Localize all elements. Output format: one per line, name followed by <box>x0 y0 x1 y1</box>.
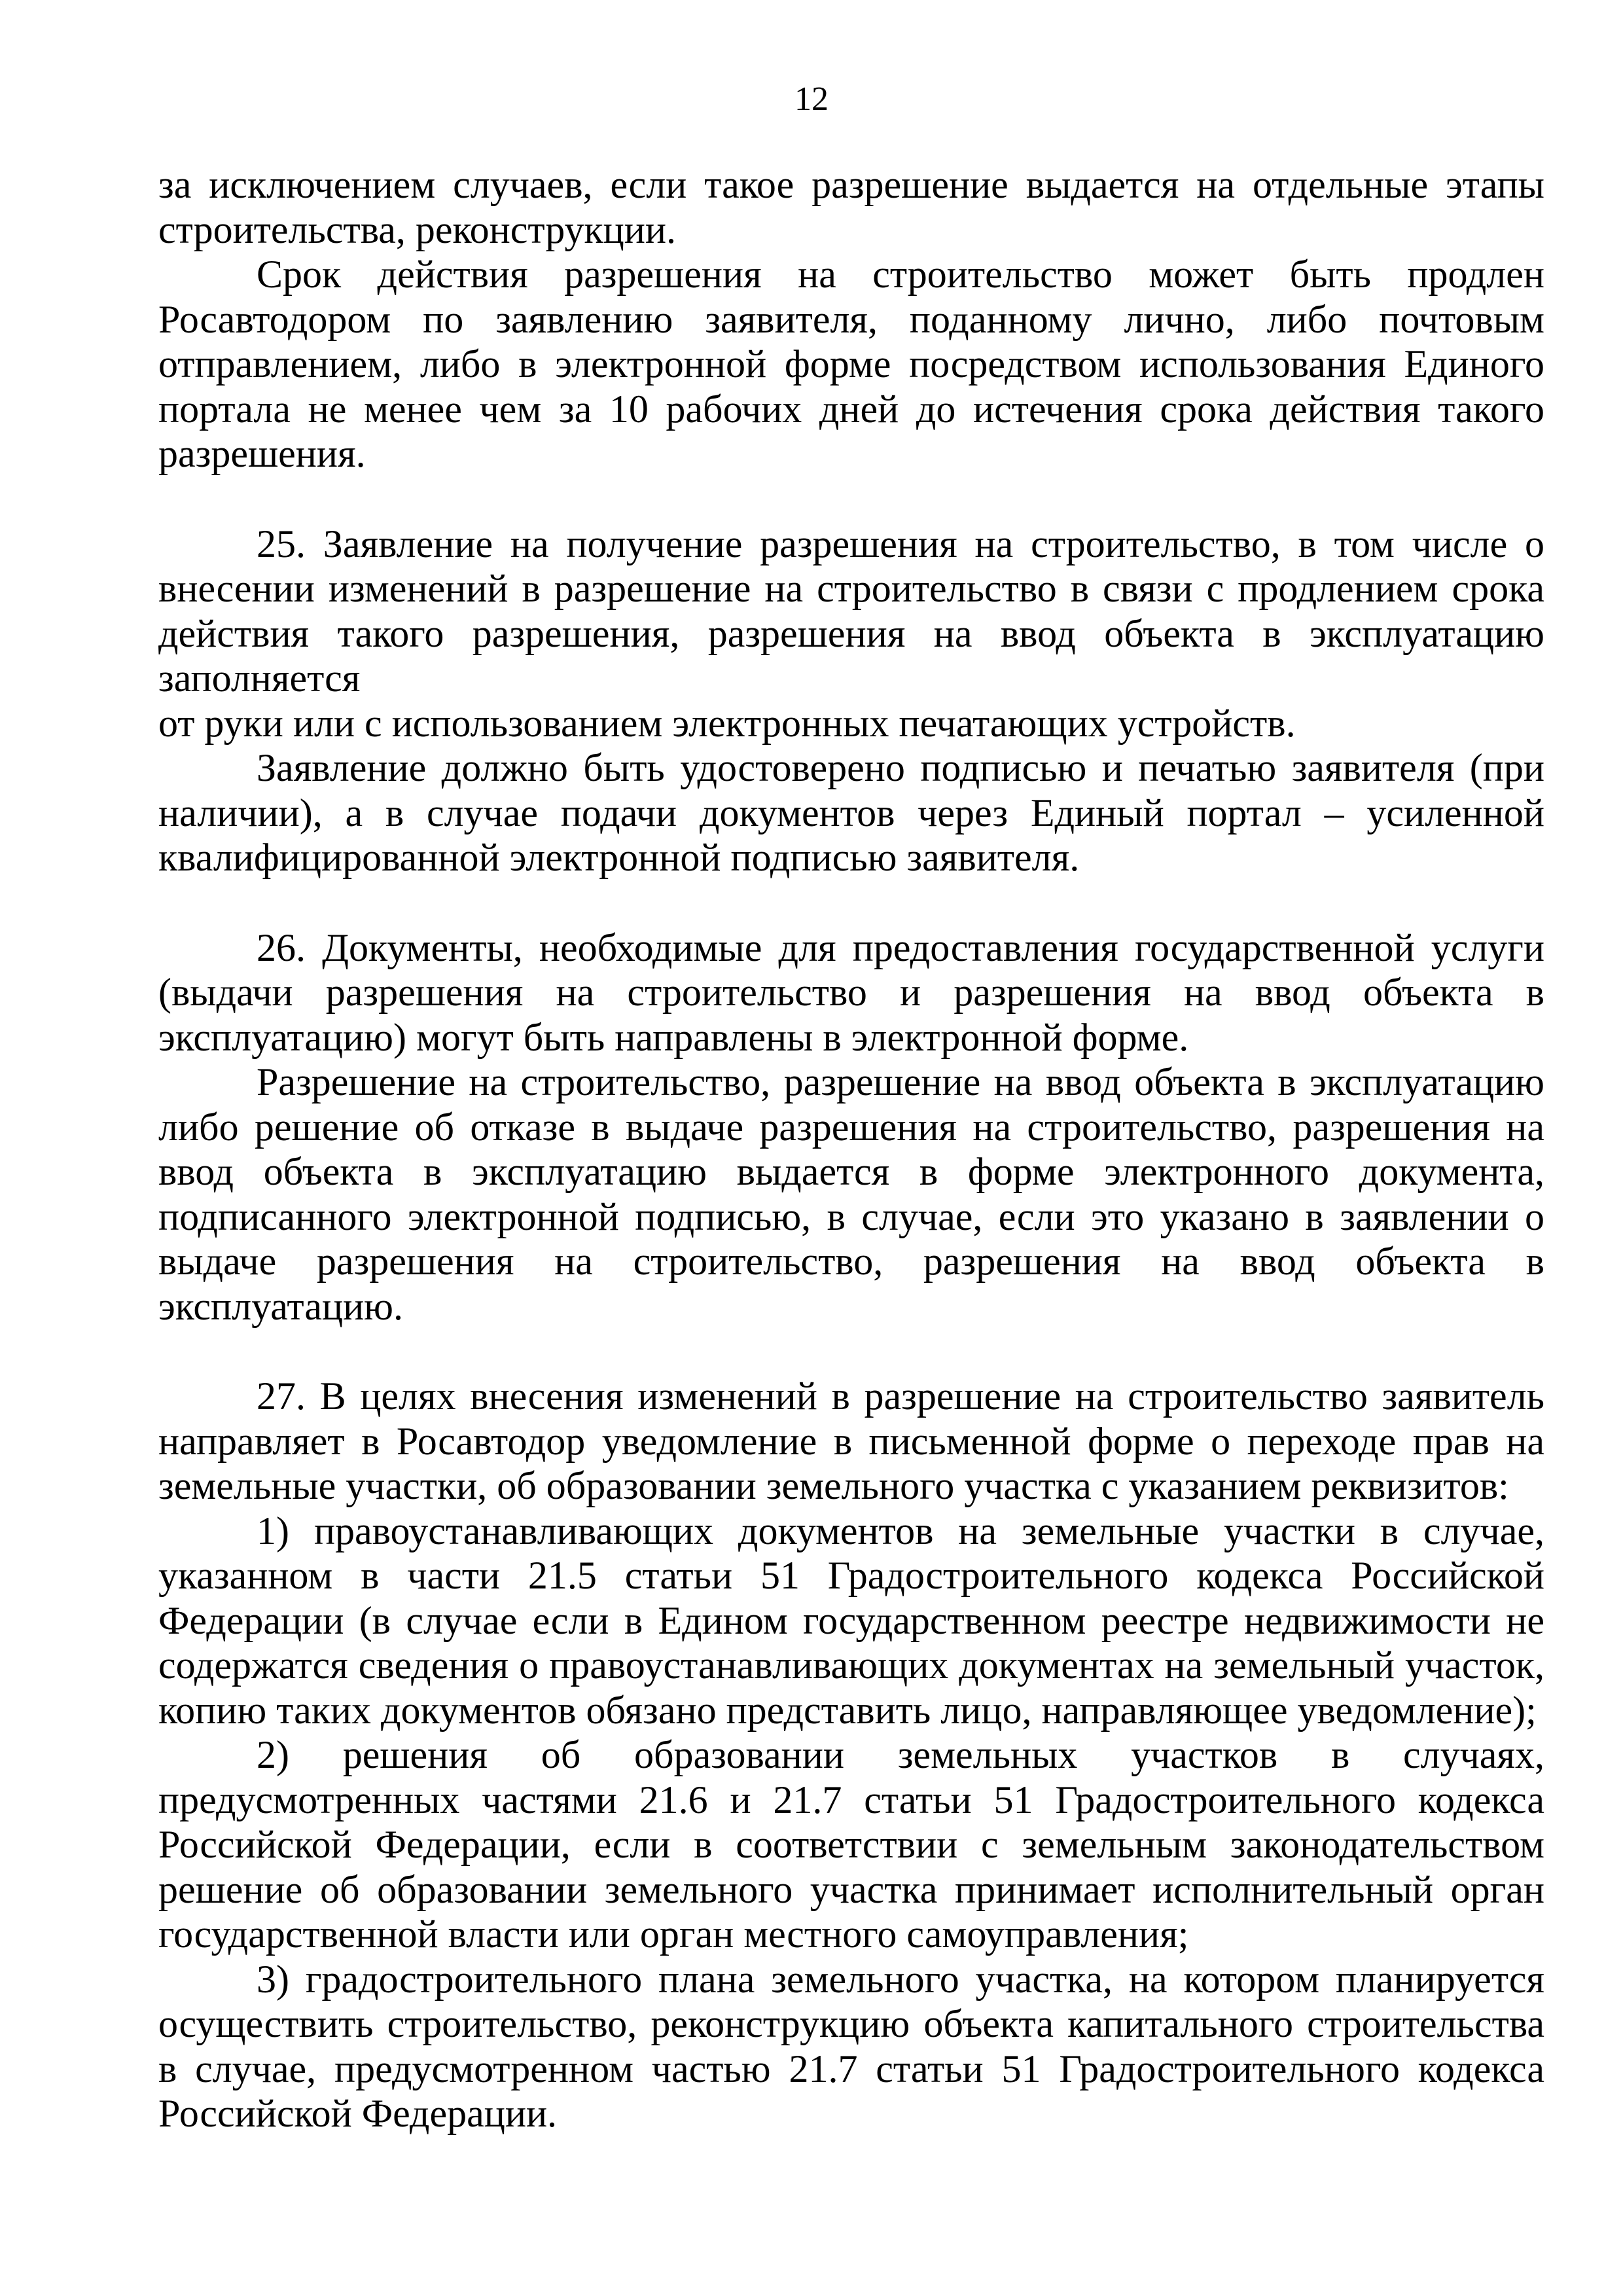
paragraph-26-electronic-permit: Разрешение на строительство, разрешение на ввод объекта в эксплуатацию либо решение об отказе в выдаче разрешения на строительство, разрешения на ввод объекта в эксплуатацию выдается в форме электронного документа, подписанного электронной подписью, в случае, если это указано в заявлении о выдаче разрешения на строительство, разрешения на ввод объекта в эксплуатацию. <box>158 1060 1544 1328</box>
document-body <box>158 162 1544 2136</box>
paragraph-gap <box>158 476 1544 522</box>
paragraph-25-continuation: от руки или с использованием электронных печатающих устройств. <box>158 701 1296 745</box>
paragraph-25: 25. Заявление на получение разрешения на строительство, в том числе о внесении изменений в разрешение на строительство в связи с продлением срока действия такого разрешения, разрешения на ввод объекта в эксплуатацию заполняется <box>158 522 1544 700</box>
paragraph-permit-extension: Срок действия разрешения на строительство может быть продлен Росавтодором по заявлению заявителя, поданному лично, либо почтовым отправлением, либо в электронной форме посредством использования Единого портала не менее чем за 10 рабочих дней до истечения срока действия такого разрешения. <box>158 253 1544 475</box>
list-item-1: 1) правоустанавливающих документов на земельные участки в случае, указанном в части 21.5 статьи 51 Градостроительного кодекса Российской Федерации (в случае если в Едином государственном реестре недвижимости не содержатся сведения о правоустанавливающих документах на земельный участок, копию таких документов обязано представить лицо, направляющее уведомление); <box>158 1509 1544 1732</box>
paragraph-gap <box>158 880 1544 925</box>
list-item-3: 3) градостроительного плана земельного участка, на котором планируется осуществить строительство, реконструкцию объекта капитального строительства в случае, предусмотренном частью 21.7 статьи 51 Градостроительного кодекса Российской Федерации. <box>158 1957 1544 2135</box>
list-item-2: 2) решения об образовании земельных участков в случаях, предусмотренных частями 21.6 и 21.7 статьи 51 Градостроительного кодекса Российской Федерации, если в соответствии с земельным законодательством решение об образовании земельного участка принимает исполнительный орган государственной власти или орган местного самоуправления; <box>158 1733 1544 1956</box>
paragraph-25-signature: Заявление должно быть удостоверено подписью и печатью заявителя (при наличии), а в случае подачи документов через Единый портал – усиленной квалифицированной электронной подписью заявителя. <box>158 746 1544 879</box>
paragraph-26: 26. Документы, необходимые для предоставления государственной услуги (выдачи разрешения на строительство и разрешения на ввод объекта в эксплуатацию) могут быть направлены в электронной форме. <box>158 925 1544 1059</box>
page-number: 12 <box>794 81 829 118</box>
paragraph-27: 27. В целях внесения изменений в разрешение на строительство заявитель направляет в Росавтодор уведомление в письменной форме о переходе прав на земельные участки, об образовании земельного участка с указанием реквизитов: <box>158 1374 1544 1507</box>
paragraph-continuation: за исключением случаев, если такое разрешение выдается на отдельные этапы строительства, реконструкции. <box>158 163 1544 251</box>
paragraph-gap <box>158 1329 1544 1374</box>
